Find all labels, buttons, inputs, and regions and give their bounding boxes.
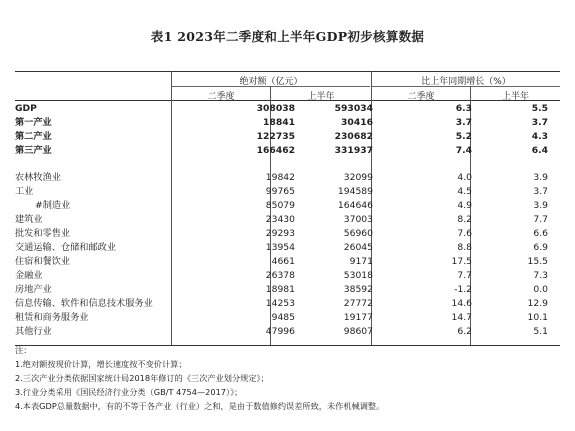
row-label: 农林牧渔业 (15, 172, 61, 183)
cell-growth-h1: 0.0 (533, 284, 548, 295)
row-label: 交通运输、仓储和邮政业 (15, 242, 117, 253)
cell-growth-q2: 7.6 (457, 228, 472, 239)
row-label: 其他行业 (15, 326, 52, 337)
row-label: 住宿和餐饮业 (15, 256, 71, 267)
cell-abs-q2: 4661 (271, 256, 295, 267)
table-row (15, 145, 560, 157)
cell-abs-q2: 47996 (265, 326, 295, 337)
cell-abs-q2: 308038 (256, 103, 295, 114)
cell-abs-q2: 13954 (265, 242, 295, 253)
header-abs-group: 绝对额（亿元） (239, 77, 303, 87)
table-row (15, 228, 560, 240)
row-label: 建筑业 (15, 214, 43, 225)
cell-growth-h1: 4.3 (531, 131, 548, 142)
cell-abs-h1: 164646 (337, 200, 373, 211)
table-row (15, 131, 560, 143)
cell-abs-h1: 53018 (343, 270, 373, 281)
footnote-item: 1.绝对额按现价计算，增长速度按不变价计算； (15, 359, 187, 369)
cell-growth-q2: 6.2 (457, 326, 472, 337)
cell-abs-h1: 37003 (343, 214, 373, 225)
row-label: GDP (15, 103, 37, 114)
cell-abs-q2: 9485 (271, 312, 295, 323)
cell-abs-h1: 30416 (341, 117, 373, 128)
cell-abs-h1: 26045 (343, 242, 373, 253)
header-growth-q2: 二季度 (407, 92, 435, 102)
table-row (15, 200, 560, 212)
cell-growth-h1: 5.5 (531, 103, 548, 114)
cell-abs-h1: 38592 (343, 284, 373, 295)
row-label: 信息传输、软件和信息技术服务业 (15, 298, 153, 309)
row-label: 金融业 (15, 270, 43, 281)
cell-abs-q2: 14253 (265, 298, 295, 309)
cell-growth-h1: 7.7 (533, 214, 548, 225)
cell-growth-q2: 8.8 (457, 242, 472, 253)
cell-abs-q2: 26378 (265, 270, 295, 281)
cell-growth-q2: 4.9 (457, 200, 472, 211)
row-label: 第二产业 (15, 131, 52, 142)
footnote-item: 4.本表GDP总量数据中，有的不等于各产业（行业）之和，是由于数值修约误差所致，未作机械调整。 (15, 401, 385, 411)
cell-abs-q2: 85079 (265, 200, 295, 211)
cell-abs-h1: 331937 (334, 145, 373, 156)
cell-abs-q2: 122735 (256, 131, 295, 142)
table-row (15, 270, 560, 282)
row-label: 第一产业 (15, 117, 52, 128)
cell-abs-q2: 99765 (265, 186, 295, 197)
cell-abs-h1: 194589 (337, 186, 373, 197)
cell-abs-q2: 19842 (265, 172, 295, 183)
cell-growth-h1: 3.9 (533, 172, 548, 183)
cell-growth-q2: 5.2 (455, 131, 472, 142)
table-row (15, 256, 560, 268)
footnote-item: 3.行业分类采用《国民经济行业分类（GB/T 4754—2017）》； (15, 387, 243, 397)
cell-abs-h1: 19177 (343, 312, 373, 323)
cell-growth-h1: 12.9 (527, 298, 548, 309)
table-row (15, 214, 560, 226)
cell-growth-h1: 15.5 (527, 256, 548, 267)
footnote-heading: 注： (15, 345, 32, 355)
footnotes (15, 343, 384, 413)
cell-growth-h1: 3.7 (531, 117, 548, 128)
cell-abs-h1: 56960 (343, 228, 373, 239)
table-row (15, 326, 560, 338)
cell-growth-h1: 3.7 (533, 186, 548, 197)
header-abs-h1: 上半年 (307, 92, 335, 102)
cell-growth-h1: 6.6 (533, 228, 548, 239)
footnote-item: 2.三次产业分类依据国家统计局2018年修订的《三次产业划分规定》； (15, 373, 269, 383)
cell-abs-q2: 23430 (265, 214, 295, 225)
cell-growth-q2: 3.7 (455, 117, 472, 128)
row-label: 租赁和商务服务业 (15, 312, 89, 323)
cell-abs-q2: 18841 (263, 117, 295, 128)
header-growth-h1: 上半年 (501, 92, 529, 102)
header-growth-group: 比上年同期增长（%） (421, 77, 511, 87)
table-row (15, 312, 560, 324)
table-title: 表1 2023年二季度和上半年GDP初步核算数据 (150, 29, 425, 44)
cell-growth-h1: 6.9 (533, 242, 548, 253)
cell-abs-q2: 166462 (256, 145, 295, 156)
cell-abs-q2: 18981 (265, 284, 295, 295)
cell-growth-q2: 17.5 (451, 256, 472, 267)
cell-growth-q2: 7.7 (457, 270, 472, 281)
table-row (15, 117, 560, 129)
cell-abs-h1: 9171 (349, 256, 373, 267)
cell-growth-q2: 4.5 (457, 186, 472, 197)
cell-growth-q2: 14.6 (451, 298, 472, 309)
cell-abs-h1: 593034 (334, 103, 373, 114)
cell-abs-h1: 98607 (343, 326, 373, 337)
cell-abs-h1: 27772 (343, 298, 373, 309)
cell-growth-h1: 10.1 (527, 312, 548, 323)
header-abs-q2: 二季度 (207, 92, 235, 102)
cell-growth-q2: 8.2 (457, 214, 472, 225)
table-row (15, 242, 560, 254)
table-row (15, 103, 560, 115)
cell-growth-h1: 3.9 (533, 200, 548, 211)
cell-growth-q2: -1.2 (454, 284, 472, 295)
cell-abs-q2: 29293 (265, 228, 295, 239)
cell-growth-q2: 14.7 (451, 312, 472, 323)
table-row (15, 172, 560, 184)
cell-abs-h1: 32099 (343, 172, 373, 183)
row-label: 批发和零售业 (15, 228, 71, 239)
table-row (15, 298, 560, 310)
cell-growth-q2: 4.0 (457, 172, 472, 183)
row-label: 房地产业 (15, 284, 52, 295)
cell-growth-q2: 7.4 (455, 145, 472, 156)
row-label: 第三产业 (15, 145, 52, 156)
cell-abs-h1: 230682 (334, 131, 373, 142)
row-label: #制造业 (35, 200, 71, 211)
row-label: 工业 (15, 186, 34, 197)
cell-growth-h1: 7.3 (533, 270, 548, 281)
cell-growth-h1: 5.1 (533, 326, 548, 337)
cell-growth-q2: 6.3 (455, 103, 472, 114)
table-row (15, 284, 560, 296)
table-row (15, 186, 560, 198)
top-rule (15, 71, 560, 72)
cell-growth-h1: 6.4 (531, 145, 548, 156)
